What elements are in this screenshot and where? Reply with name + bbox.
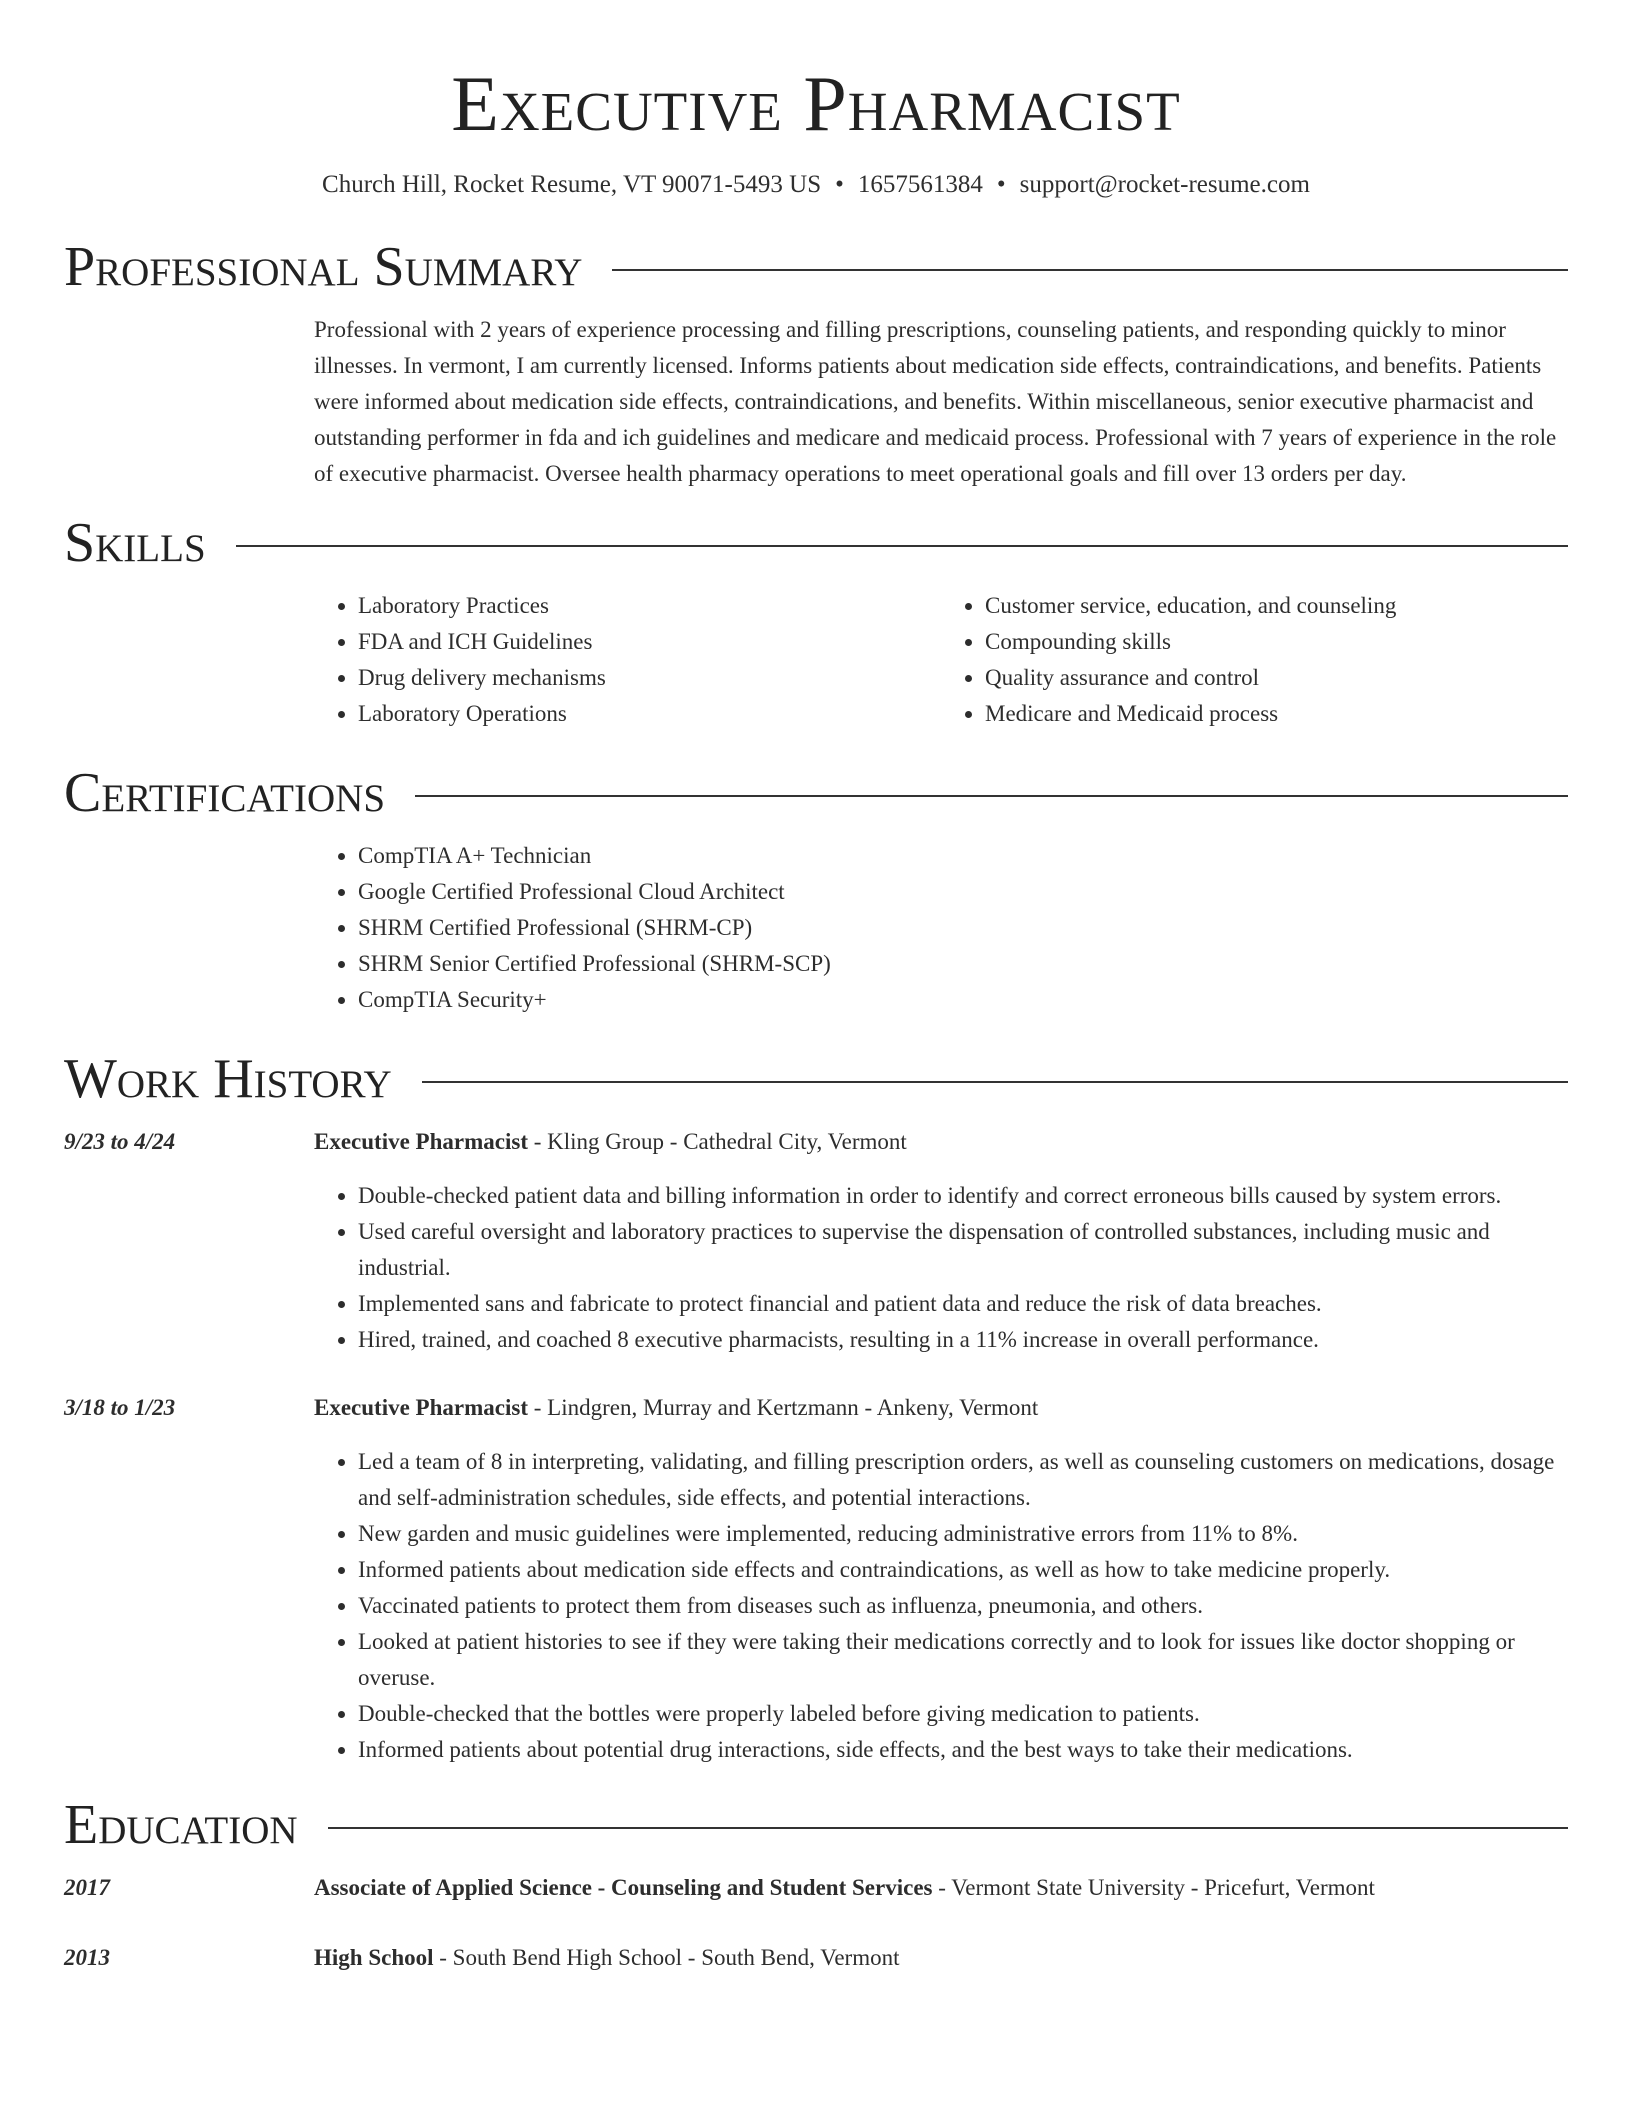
list-item: • SHRM Senior Certified Professional (SHRM-SCP) — [358, 946, 1568, 982]
list-item: • Customer service, education, and counseling — [985, 588, 1568, 624]
list-item: • Implemented sans and fabricate to protect financial and patient data and reduce the risk of data breaches. — [358, 1286, 1568, 1322]
skills-right-column — [941, 588, 1568, 732]
certifications-list — [314, 838, 1568, 1018]
email: support@rocket-resume.com — [1019, 171, 1310, 198]
phone: 1657561384 — [857, 171, 983, 198]
education-year: 2017 — [64, 1875, 110, 1900]
contact-line — [64, 168, 1568, 202]
skills-list — [314, 588, 1568, 732]
job-dates: 3/18 to 1/23 — [64, 1395, 176, 1420]
education-entry — [64, 1940, 1568, 1976]
resume-name: Executive Pharmacist — [451, 60, 1181, 147]
list-item: • Compounding skills — [985, 624, 1568, 660]
list-item: • Drug delivery mechanisms — [358, 660, 941, 696]
list-item: • Medicare and Medicaid process — [985, 696, 1568, 732]
degree: Associate of Applied Science - Counseling and Student Services — [314, 1875, 933, 1900]
section-header — [64, 236, 1568, 298]
list-item: • Led a team of 8 in interpreting, validating, and filling prescription orders, as well as counseling customers on medications, dosage and self-administration schedules, side effects, and potential interactions. — [358, 1444, 1568, 1516]
job-dates: 9/23 to 4/24 — [64, 1129, 176, 1154]
list-item: • Google Certified Professional Cloud Architect — [358, 874, 1568, 910]
list-item: • Informed patients about potential drug interactions, side effects, and the best ways to take their medications. — [358, 1732, 1568, 1768]
section-header — [64, 1794, 1568, 1856]
list-item: • Double-checked that the bottles were properly labeled before giving medication to patients. — [358, 1696, 1568, 1732]
address: Church Hill, Rocket Resume, VT 90071-5493 US — [322, 171, 822, 198]
certifications-section — [64, 762, 1568, 1018]
section-title: Work History — [64, 1048, 392, 1110]
job-heading — [314, 1390, 1568, 1426]
school: - South Bend High School - South Bend, Vermont — [433, 1945, 900, 1970]
list-item: • Laboratory Operations — [358, 696, 941, 732]
section-divider — [422, 1081, 1568, 1083]
resume-page — [64, 0, 1568, 1976]
job-details — [314, 1124, 1568, 1358]
list-item: • Informed patients about medication side effects and contraindications, as well as how to take medicine properly. — [358, 1552, 1568, 1588]
job-details — [314, 1390, 1568, 1768]
job-bullets — [314, 1178, 1568, 1358]
list-item: • SHRM Certified Professional (SHRM-CP) — [358, 910, 1568, 946]
list-item: • FDA and ICH Guidelines — [358, 624, 941, 660]
section-header — [64, 762, 1568, 824]
list-item: • CompTIA Security+ — [358, 982, 1568, 1018]
education-year: 2013 — [64, 1945, 110, 1970]
section-title: Certifications — [64, 762, 386, 824]
section-title: Education — [64, 1794, 298, 1856]
skills-left-column — [314, 588, 941, 732]
work-history-section — [64, 1048, 1568, 1768]
summary-section — [64, 236, 1568, 492]
section-divider — [415, 795, 1568, 797]
degree: High School — [314, 1945, 434, 1970]
section-header — [64, 512, 1568, 574]
list-item: • Laboratory Practices — [358, 588, 941, 624]
job-employer: - Lindgren, Murray and Kertzmann - Ankeny, Vermont — [527, 1395, 1039, 1420]
education-details — [314, 1870, 1568, 1906]
section-divider — [236, 545, 1568, 547]
school: - Vermont State University - Pricefurt, Vermont — [932, 1875, 1375, 1900]
education-section — [64, 1794, 1568, 1976]
section-title: Professional Summary — [64, 236, 583, 298]
education-entry — [64, 1870, 1568, 1906]
section-title: Skills — [64, 512, 206, 574]
separator: • — [835, 171, 844, 198]
list-item: • Vaccinated patients to protect them from diseases such as influenza, pneumonia, and others. — [358, 1588, 1568, 1624]
job-title: Executive Pharmacist — [314, 1129, 528, 1154]
job-title: Executive Pharmacist — [314, 1395, 528, 1420]
list-item: • Double-checked patient data and billing information in order to identify and correct erroneous bills caused by system errors. — [358, 1178, 1568, 1214]
summary-text: Professional with 2 years of experience processing and filling prescriptions, counseling patients, and responding quickly to minor illnesses. In vermont, I am currently licensed. Informs patients about medication side effects, contraindications, and benefits. Patients were informed about medication side effects, contraindications, and benefits. Within miscellaneous, senior executive pharmacist and outstanding performer in fda and ich guidelines and medicare and medicaid process. Professional with 7 years of experience in the role of executive pharmacist. Oversee health pharmacy operations to meet operational goals and fill over 13 orders per day. — [314, 317, 1557, 486]
list-item: • CompTIA A+ Technician — [358, 838, 1568, 874]
job-entry — [64, 1124, 1568, 1358]
job-entry — [64, 1390, 1568, 1768]
list-item: • Hired, trained, and coached 8 executive pharmacists, resulting in a 11% increase in overall performance. — [358, 1322, 1568, 1358]
education-details — [314, 1940, 1568, 1976]
section-header — [64, 1048, 1568, 1110]
list-item: • New garden and music guidelines were implemented, reducing administrative errors from 11% to 8%. — [358, 1516, 1568, 1552]
skills-section — [64, 512, 1568, 732]
list-item: • Quality assurance and control — [985, 660, 1568, 696]
list-item: • Used careful oversight and laboratory practices to supervise the dispensation of controlled substances, including music and industrial. — [358, 1214, 1568, 1286]
job-bullets — [314, 1444, 1568, 1768]
list-item: • Looked at patient histories to see if they were taking their medications correctly and to look for issues like doctor shopping or overuse. — [358, 1624, 1568, 1696]
job-employer: - Kling Group - Cathedral City, Vermont — [527, 1129, 907, 1154]
job-heading — [314, 1124, 1568, 1160]
section-divider — [328, 1827, 1568, 1829]
separator: • — [996, 171, 1006, 198]
section-divider — [612, 269, 1568, 271]
